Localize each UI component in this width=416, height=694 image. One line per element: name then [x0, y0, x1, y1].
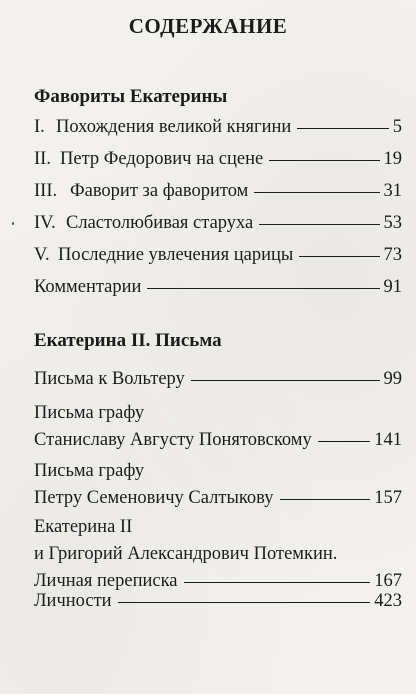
toc-entry[interactable] — [34, 242, 402, 269]
dot-leader — [147, 288, 379, 289]
entry-title: Фаворит за фаворитом — [70, 181, 249, 201]
entry-title-line: Екатерина II — [34, 517, 133, 537]
entry-page-number: 167 — [374, 571, 402, 591]
entry-number: I. — [34, 117, 45, 137]
toc-entry[interactable] — [34, 178, 402, 205]
toc-entry[interactable] — [34, 210, 402, 237]
entry-title: Личная переписка — [34, 571, 178, 591]
dot-leader — [280, 499, 371, 500]
entry-page-number: 73 — [383, 245, 402, 265]
entry-title: Последние увлечения царицы — [58, 245, 294, 265]
page-title: СОДЕРЖАНИЕ — [128, 14, 288, 38]
entry-title-line: Письма графу — [34, 403, 145, 423]
dot-leader — [254, 192, 379, 193]
entry-title-line: и Григорий Александрович Потемкин. — [34, 544, 338, 564]
entry-number: IV. — [34, 213, 56, 233]
entry-page-number: 31 — [383, 181, 402, 201]
entry-page-number: 53 — [383, 213, 402, 233]
entry-page-number: 91 — [383, 277, 402, 297]
entry-title: Станиславу Августу Понятовскому — [34, 430, 312, 450]
section-heading-favorites: Фавориты Екатерины — [34, 86, 228, 107]
dot-leader — [318, 441, 370, 442]
entry-title: Петр Федорович на сцене — [60, 149, 264, 169]
entry-page-number: 157 — [374, 488, 402, 508]
toc-entry[interactable] — [34, 400, 402, 454]
entry-page-number: 19 — [383, 149, 402, 169]
dot-leader — [184, 582, 371, 583]
entry-page-number: 141 — [374, 430, 402, 450]
dot-leader — [118, 602, 371, 603]
paper-speck — [12, 222, 14, 225]
toc-entry[interactable] — [34, 514, 402, 595]
entry-title: Письма к Вольтеру — [34, 369, 185, 389]
entry-page-number: 99 — [383, 369, 402, 389]
entry-title: Сластолюбивая старуха — [66, 213, 254, 233]
entry-number: III. — [34, 181, 58, 201]
entry-number: II. — [34, 149, 51, 169]
toc-entry[interactable] — [34, 366, 402, 393]
toc-entry[interactable] — [34, 588, 402, 615]
toc-entry[interactable] — [34, 458, 402, 512]
toc-entry[interactable] — [34, 114, 402, 141]
dot-leader — [297, 128, 388, 129]
entry-page-number: 5 — [392, 117, 402, 137]
dot-leader — [299, 256, 379, 257]
dot-leader — [259, 224, 379, 225]
dot-leader — [191, 380, 380, 381]
section-heading-letters: Екатерина II. Письма — [34, 330, 222, 351]
dot-leader — [269, 160, 379, 161]
entry-title: Личности — [34, 591, 112, 611]
toc-entry[interactable] — [34, 146, 402, 173]
entry-title-line: Письма графу — [34, 461, 145, 481]
entry-title: Комментарии — [34, 277, 142, 297]
entry-page-number: 423 — [374, 591, 402, 611]
entry-title: Петру Семеновичу Салтыкову — [34, 488, 274, 508]
toc-entry[interactable] — [34, 274, 402, 301]
entry-number: V. — [34, 245, 50, 265]
entry-title: Похождения великой княгини — [56, 117, 292, 137]
